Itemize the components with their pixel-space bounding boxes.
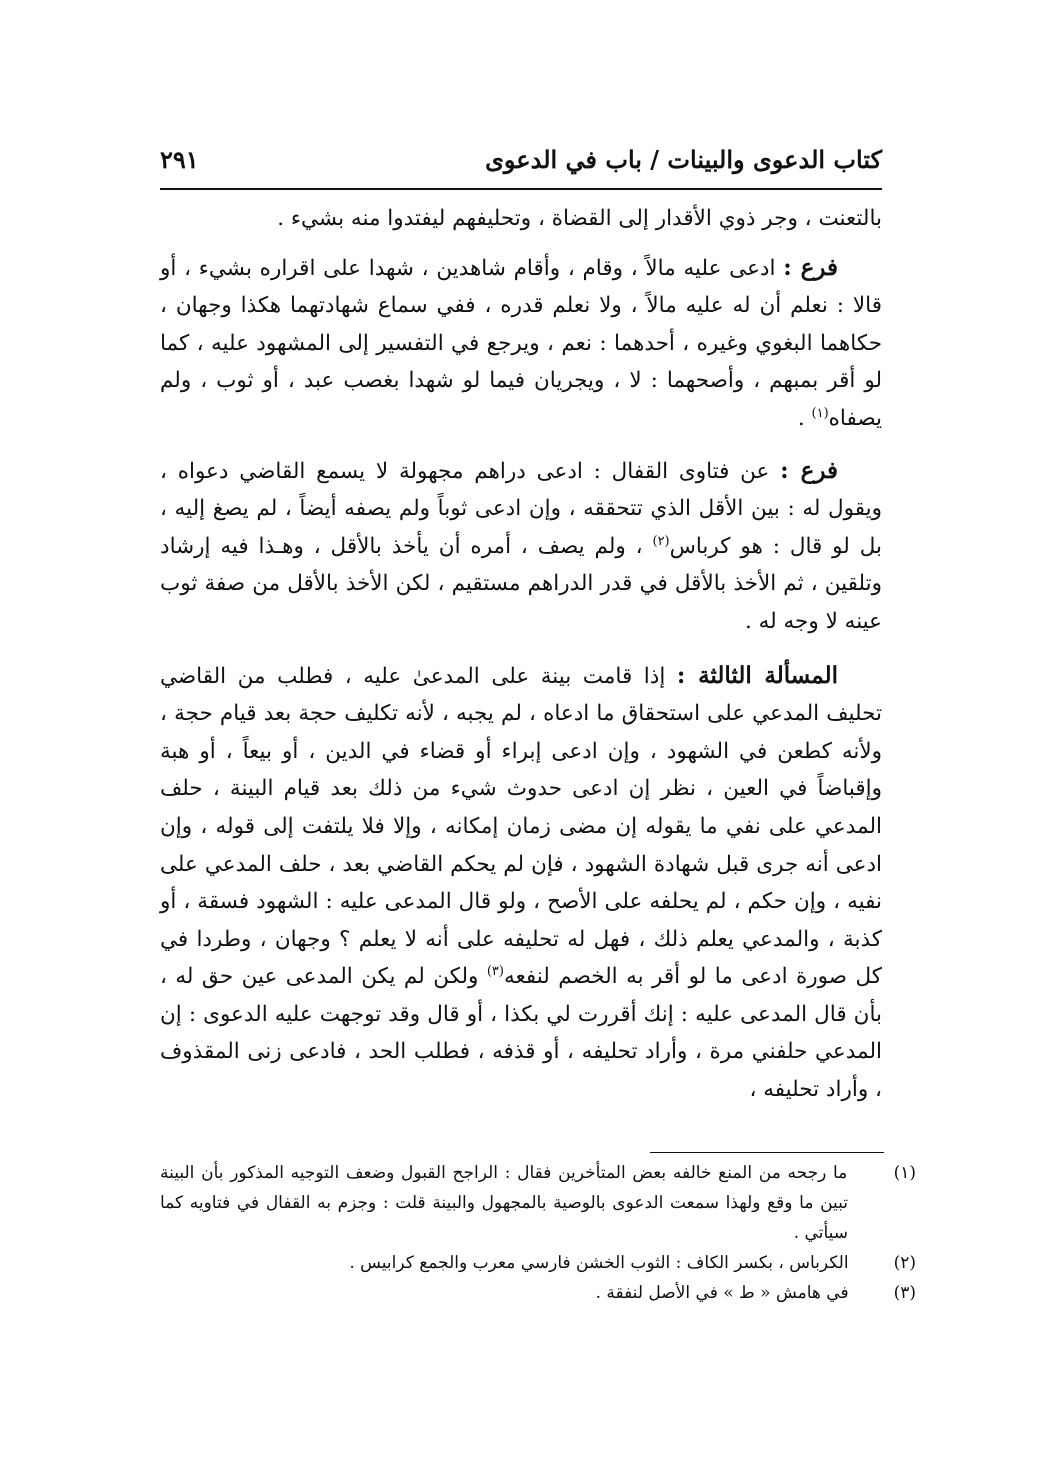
footnote-number: (١) — [893, 1163, 916, 1183]
paragraph-far2 — [160, 452, 882, 641]
footnote-1 — [160, 1158, 916, 1248]
paragraph-text: ، ولم يصف ، أمره أن يأخذ بالأقل ، وهـذا فيه إرشاد وتلقين ، ثم الأخذ بالأقل في قدر الدراهم مستقيم ، لكن الأخذ بالأقل من صفة ثوب عينه لا وجه له . — [160, 533, 882, 634]
paragraph-end: . — [797, 405, 812, 431]
paragraph-text: إذا قامت بينة على المدعىٰ عليه ، فطلب من القاضي تحليف المدعي على استحقاق ما ادعاه ، لم يجبه ، لأنه تكليف حجة بعد قيام حجة ، ولأنه كطعن في الشهود ، وإن ادعى إبراء أو قضاء في الدين ، أو بيعاً ، أو هبة وإقباضاً في العين ، نظر إن ادعى حدوث شيء من ذلك بعد قيام البينة ، حلف المدعي على نفي ما يقوله إن مضى زمان إمكانه ، وإلا فلا يلتفت إلى قوله ، وإن ادعى أنه جرى قبل شهادة الشهود ، فإن لم يحكم القاضي بعد ، حلف المدعي على نفيه ، وإن حكم ، لم يحلفه على الأصح ، ولو قال المدعى عليه : الشهود فسقة ، أو كذبة ، والمدعي يعلم ذلك ، فهل له تحليفه على أنه لا يعلم ؟ وجهان ، وطردا في كل صورة ادعى ما لو أقر به الخصم لنفعه — [160, 663, 882, 990]
running-header — [160, 145, 882, 187]
paragraph-text: عن فتاوى القفال : ادعى دراهم مجهولة لا يسمع القاضي دعواه ، ويقول له : بين الأقل الذي تتحققه ، وإن ادعى ثوباً ولم يصفه أيضاً ، لم يصغ إليه ، بل لو قال : هو كرباس — [160, 458, 882, 559]
header-rule — [160, 188, 882, 190]
paragraph-gap — [160, 641, 882, 657]
footnote-ref[interactable]: (١) — [811, 405, 829, 421]
footnote-number: (٢) — [893, 1253, 916, 1273]
footnote-number: (٣) — [893, 1283, 916, 1303]
footnote-text: الكرباس ، بكسر الكاف : الثوب الخشن فارسي معرب والجمع كرابيس . — [349, 1253, 849, 1273]
paragraph-text: ولكن لم يكن المدعى عين حق له ، بأن قال المدعى عليه : إنك أقررت لي بكذا ، أو قال وقد توجهت عليه الدعوى : إن المدعي حلفني مرة ، وأراد تحليفه ، أو قذفه ، فطلب الحد ، فادعى زنى المقذوف ، وأراد تحليفه ، — [160, 964, 882, 1103]
running-title: كتاب الدعوى والبينات / باب في الدعوى — [485, 145, 882, 174]
paragraph-continuation — [160, 200, 882, 238]
paragraph-text: ادعى عليه مالاً ، وقام ، وأقام شاهدين ، شهدا على اقراره بشيء ، أو قالا : نعلم أن له عليه مالاً ، ولا نعلم قدره ، ففي سماع شهادتهما هكذا وجهان ، حكاهما البغوي وغيره ، أحدهما : نعم ، ويرجع في التفسير إلى المشهود عليه ، كما لو أقر بمبهم ، وأصحهما : لا ، ويجريان فيما لو شهدا بغصب عبد ، أو ثوب ، ولم يصفاه — [160, 255, 882, 431]
footnote-text: في هامش « ط » في الأصل لنفقة . — [595, 1283, 849, 1303]
section-label: المسألة الثالثة : — [676, 661, 838, 689]
footnote-2 — [160, 1248, 916, 1278]
paragraph-far1 — [160, 249, 882, 438]
paragraph-text: بالتعنت ، وجر ذوي الأقدار إلى القضاة ، وتحليفهم ليفتدوا منه بشيء . — [277, 206, 882, 231]
footnote-ref[interactable]: (٣) — [486, 964, 504, 980]
footnote-3 — [160, 1278, 916, 1308]
footnote-ref[interactable]: (٢) — [652, 533, 670, 549]
paragraph-gap — [160, 238, 882, 249]
footnote-text: ما رجحه من المنع خالفه بعض المتأخرين فقال : الراجح القبول وضعف التوجيه المذكور بأن البينة تبين ما وقع ولهذا سمعت الدعوى بالوصية بالمجهول والبينة قلت : وجزم به القفال في فتاويه كما سيأتي . — [160, 1163, 848, 1243]
paragraph-gap — [160, 438, 882, 452]
footnotes — [160, 1158, 916, 1308]
paragraph-masala3 — [160, 657, 882, 1109]
section-label: فرع : — [780, 456, 838, 484]
page-number: ٢٩١ — [160, 145, 199, 174]
section-label: فرع : — [783, 253, 838, 281]
main-text — [160, 200, 882, 1109]
footnote-rule — [650, 1152, 884, 1153]
